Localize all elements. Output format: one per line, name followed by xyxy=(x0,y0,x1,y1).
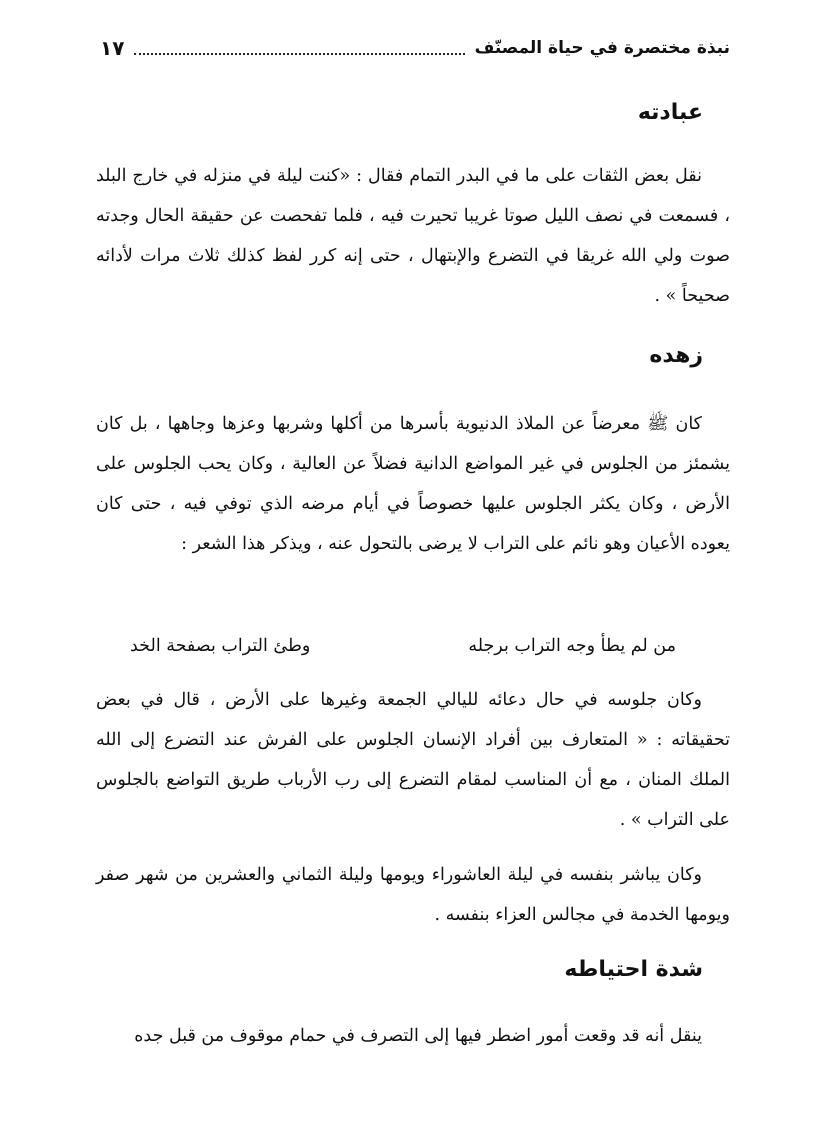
paragraph-worship: نقل بعض الثقات على ما في البدر التمام فقال : «كنت ليلة في منزله في خارج البلد ، فسمعت في نصف الليل صوتا غريبا تحيرت فيه ، فلما تفحصت عن حقيقة الحال وجدته صوت ولي الله غريقا في التضرع والإبتهال ، حتى إنه كرر لفظ كذلك ثلاث مرات لأدائه صحيحاً » . xyxy=(96,166,730,306)
poetry-verse xyxy=(130,626,676,666)
paragraph-asceticism-1: كان ﷺ معرضاً عن الملاذ الدنيوية بأسرها من أكلها وشربها وعزها وجاهها ، بل كان يشمئز من الجلوس في غير المواضع الدانية فضلاً عن العالية ، وكان يحب الجلوس على الأرض ، وكان يكثر الجلوس عليها خصوصاً في أيام مرضه الذي توفي فيه ، حتى كان يعوده الأعيان وهو نائم على التراب لا يرضى بالتحول عنه ، ويذكر هذا الشعر : xyxy=(96,414,730,554)
paragraph-asceticism-3: وكان يباشر بنفسه في ليلة العاشوراء ويومها وليلة الثماني والعشرين من شهر صفر ويومها الخدمة في مجالس العزاء بنفسه . xyxy=(96,865,730,925)
paragraph-caution: ينقل أنه قد وقعت أمور اضطر فيها إلى التصرف في حمام موقوف من قبل جده xyxy=(134,1026,702,1046)
dotted-leader xyxy=(134,53,464,55)
heading-caution: شدة احتياطه xyxy=(564,957,703,982)
paragraph-asceticism-2: وكان جلوسه في حال دعائه لليالي الجمعة وغيرها على الأرض ، قال في بعض تحقيقاته : « المتعارف بين أفراد الإنسان الجلوس على الفرش عند التضرع إلى الله الملك المنان ، مع أن المناسب لمقام التضرع إلى رب الأرباب طريق التواضع بالجلوس على التراب » . xyxy=(96,690,730,830)
verse-first-hemistich: من لم يطأ وجه التراب برجله xyxy=(468,636,676,656)
verse-second-hemistich: وطئ التراب بصفحة الخد xyxy=(130,636,311,656)
running-title: نبذة مختصرة في حياة المصنّف xyxy=(474,38,730,58)
heading-asceticism: زهده xyxy=(649,343,703,368)
heading-worship: عبادته xyxy=(637,100,703,125)
running-header xyxy=(100,34,730,62)
page-number: ١٧ xyxy=(100,36,125,60)
